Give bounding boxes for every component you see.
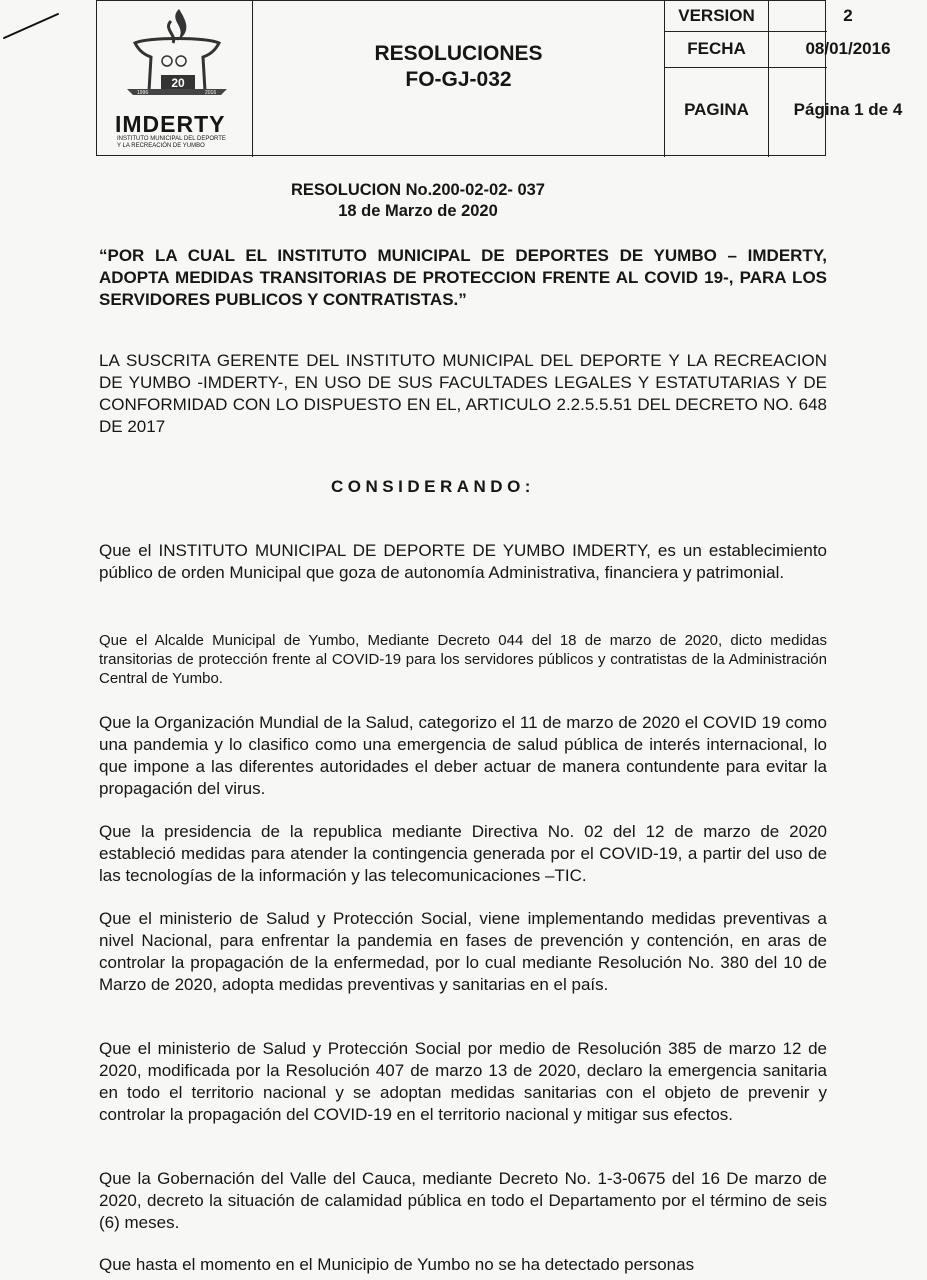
document-type-title: RESOLUCIONES: [374, 42, 543, 65]
document-type-cell: [253, 1, 665, 157]
resolution-date: 18 de Marzo de 2020: [338, 202, 498, 220]
pagina-row: [665, 67, 903, 157]
logo-org-full-name: [117, 136, 237, 149]
imderty-logo-emblem: [97, 1, 253, 111]
document-metadata-grid: [665, 1, 903, 157]
considerando-paragraph: Que hasta el momento en el Municipio de Yumbo no se ha detectado personas: [99, 1255, 695, 1274]
considerando-paragraph: Que la presidencia de la republica mediante Directiva No. 02 del 12 de marzo de 2020 estableció medidas para atender la contingencia generada por el COVID-19, a partir del uso de las tecnologías de la información y las telecomunicaciones –TIC.: [99, 822, 827, 885]
considerando-paragraph: Que el Alcalde Municipal de Yumbo, Mediante Decreto 044 del 18 de marzo de 2020, dicto medidas transitorias de protección frente al COVID-19 para los servidores públicos y contratistas de la Administración Central de Yumbo.: [99, 632, 827, 687]
fecha-row: [665, 31, 891, 67]
considerando-paragraph: Que el ministerio de Salud y Protección Social por medio de Resolución 385 de marzo 12 de 2020, modificada por la Resolución 407 de marzo 13 de 2020, declaro la emergencia sanitaria en todo el territorio nacional y se adoptan medidas sanitarias con el objeto de prevenir y controlar la propagación del COVID-19 en el territorio nacional y mitigar sus efectos.: [99, 1039, 827, 1124]
considerando-paragraph: Que la Gobernación del Valle del Cauca, mediante Decreto No. 1-3-0675 del 16 De marzo de 2020, decreto la situación de calamidad pública en todo el Departamento por el término de seis (6) meses.: [99, 1169, 827, 1232]
considerando-heading: CONSIDERANDO:: [331, 477, 535, 496]
pagina-label: PAGINA: [665, 67, 769, 157]
fecha-label: FECHA: [665, 31, 769, 67]
fecha-value: 08/01/2016: [805, 39, 891, 58]
logo-end-year: 2016: [205, 90, 217, 96]
considerando-paragraph: Que el INSTITUTO MUNICIPAL DE DEPORTE DE YUMBO IMDERTY, es un establecimiento público de orden Municipal que goza de autonomía Administrativa, financiera y patrimonial.: [99, 541, 827, 582]
document-code: FO-GJ-032: [405, 68, 512, 91]
resolution-preamble: LA SUSCRITA GERENTE DEL INSTITUTO MUNICIPAL DEL DEPORTE Y LA RECREACION DE YUMBO -IMDERTY-, EN USO DE SUS FACULTADES LEGALES Y ESTATUTARIAS Y DE CONFORMIDAD CON LO DISPUESTO EN EL, ARTICULO 2.2.5.5.51 DEL DECRETO NO. 648 DE 2017: [99, 351, 827, 436]
logo-org-full-line1: INSTITUTO MUNICIPAL DEL DEPORTE: [117, 136, 226, 142]
document-header-table: [96, 0, 903, 156]
logo-org-full-line2: Y LA RECREACIÓN DE YUMBO: [117, 142, 205, 149]
considerando-paragraph: Que el ministerio de Salud y Protección Social, viene implementando medidas preventivas a nivel Nacional, para enfrentar la pandemia en fases de prevención y contención, en aras de controlar la propagación de la enfermedad, por lo cual mediante Resolución No. 380 del 10 de Marzo de 2020, adopta medidas preventivas y sanitarias en el país.: [99, 909, 827, 994]
logo-start-year: 1996: [137, 90, 149, 96]
version-row: [665, 1, 853, 31]
version-value: 2: [843, 6, 853, 25]
logo-org-name: IMDERTY: [115, 111, 226, 137]
resolution-number: RESOLUCION No.200-02-02- 037: [290, 181, 545, 199]
logo-cell: [97, 1, 253, 157]
logo-anniversary-number: 20: [171, 76, 185, 90]
resolution-subject: “POR LA CUAL EL INSTITUTO MUNICIPAL DE DEPORTES DE YUMBO – IMDERTY, ADOPTA MEDIDAS TRANSITORIAS DE PROTECCION FRENTE AL COVID 19-, PARA LOS SERVIDORES PUBLICOS Y CONTRATISTAS.”: [99, 246, 827, 309]
pagina-value: Página 1 de 4: [793, 100, 903, 119]
pen-stroke-mark: [0, 0, 80, 50]
version-label: VERSION: [665, 1, 769, 31]
considerando-paragraph: Que la Organización Mundial de la Salud, categorizo el 11 de marzo de 2020 el COVID 19 como una pandemia y lo clasifico como una emergencia de salud pública de interés internacional, lo que impone a las diferentes autoridades el deber actuar de manera contundente para evitar la propagación del virus.: [99, 713, 827, 798]
